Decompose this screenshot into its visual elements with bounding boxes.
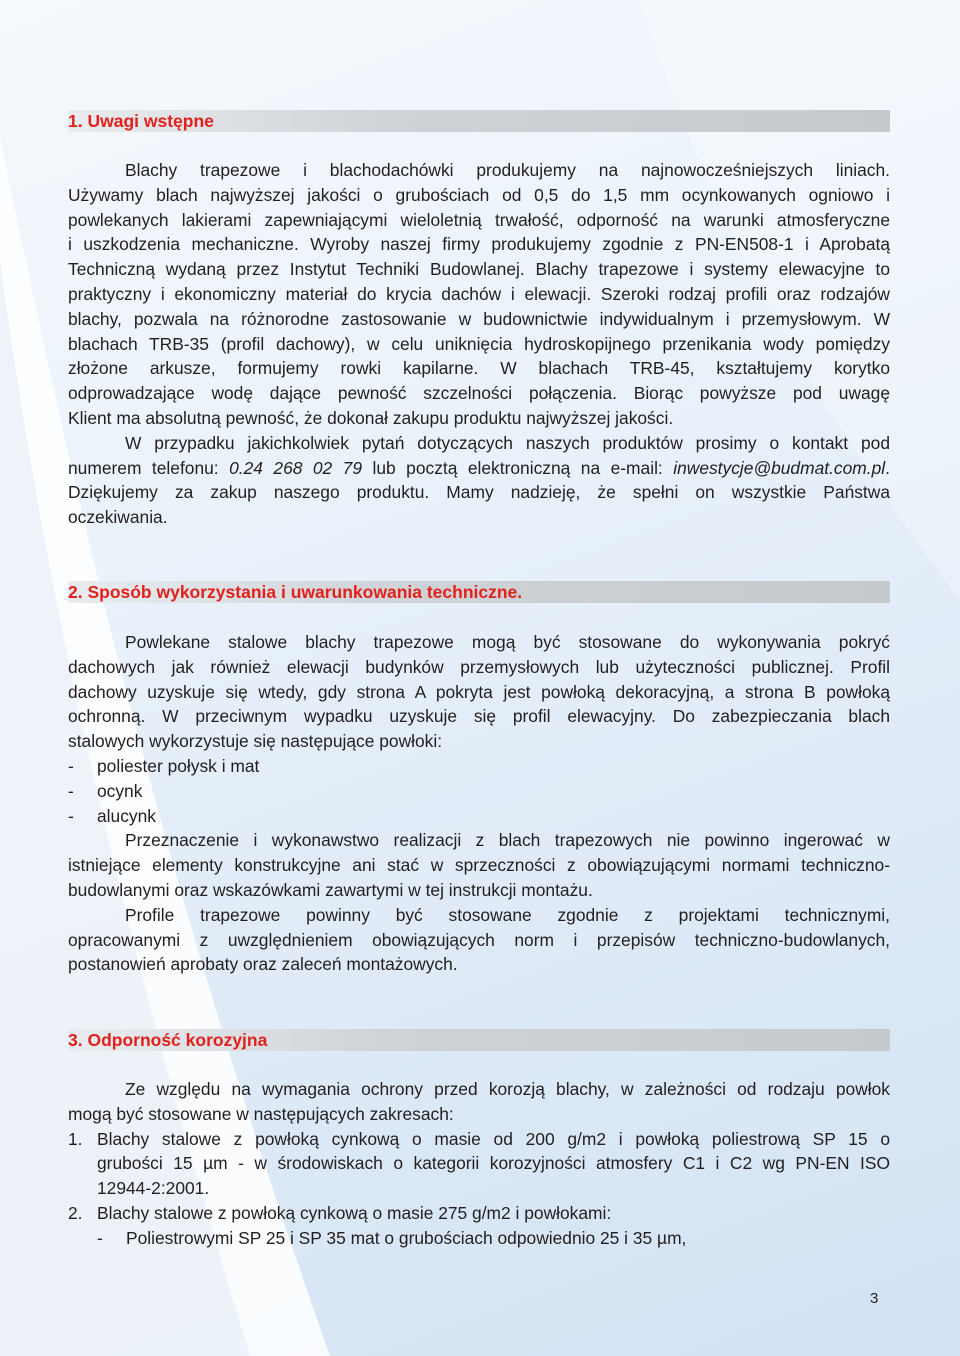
- text-line: opracowanymi z uwzględnieniem obowiązujących norm i przepisów techniczno-budowlanych,: [68, 929, 890, 950]
- item-number: 1.: [68, 1128, 83, 1149]
- text-line: dachowych jak również elewacji budynków przemysłowych lub użyteczności publicznej. Profil: [68, 656, 890, 677]
- numbered-item-text: [97, 1127, 890, 1201]
- text-line: Używamy blach najwyższej jakości o grubościach od 0,5 do 1,5 mm ocynkowanych ogniowo i: [68, 184, 890, 205]
- phone-number[interactable]: 0.24 268 02 79: [229, 457, 363, 478]
- bullet-dash: -: [68, 805, 74, 826]
- bullet-dash: -: [68, 780, 74, 801]
- section-2-title: 2. Sposób wykorzystania i uwarunkowania techniczne.: [68, 582, 523, 602]
- text-line: grubości 15 µm - w środowiskach o kategorii korozyjności atmosfery C1 i C2 wg PN-EN ISO: [97, 1153, 890, 1174]
- text-line: mogą być stosowane w następujących zakresach:: [68, 1103, 454, 1124]
- text-line: W przypadku jakichkolwiek pytań dotyczących naszych produktów prosimy o kontakt pod: [125, 432, 890, 453]
- text-line: Profile trapezowe powinny być stosowane zgodnie z projektami technicznymi,: [125, 904, 890, 925]
- text-line: Przeznaczenie i wykonawstwo realizacji z blach trapezowych nie powinno ingerować w: [125, 830, 890, 851]
- list-item: [68, 754, 890, 779]
- text-line: Techniczną wydaną przez Instytut Techniki Budowlanej. Blachy trapezowe i systemy elewacyjne to: [68, 259, 890, 280]
- item-number: 2.: [68, 1202, 83, 1223]
- numbered-item: [68, 1201, 890, 1226]
- text-line: Ze względu na wymagania ochrony przed korozją blachy, w zależności od rodzaju powłok: [125, 1079, 890, 1099]
- text-line: złożone arkusze, formujemy rowki kapilarne. W blachach TRB-45, kształtujemy korytko: [68, 358, 890, 379]
- sub-list-item-text: Poliestrowymi SP 25 i SP 35 mat o grubościach odpowiednio 25 i 35 µm,: [126, 1227, 687, 1248]
- bullet-dash: -: [68, 755, 74, 776]
- text-line: postanowień aprobaty oraz zaleceń montażowych.: [68, 954, 458, 975]
- text-line: oczekiwania.: [68, 507, 168, 528]
- text-line: blachy, pozwala na różnorodne zastosowanie w budownictwie indywidualnym i przemysłowym. W: [68, 308, 890, 329]
- list-item-text: alucynk: [97, 805, 156, 826]
- list-item-text: poliester połysk i mat: [97, 755, 260, 776]
- text-line: Dziękujemy za zakup naszego produktu. Mamy nadzieję, że spełni on wszystkie Państwa: [68, 482, 890, 503]
- text-line: Powlekane stalowe blachy trapezowe mogą być stosowane do wykonywania pokryć: [125, 632, 890, 652]
- bullet-dash: -: [97, 1227, 103, 1248]
- text-line: praktyczny i ekonomiczny materiał do krycia dachów i elewacji. Szeroki rodzaj profili oraz rodzajów: [68, 283, 890, 304]
- text-line: budowlanymi oraz wskazówkami zawartymi w tej instrukcji montażu.: [68, 879, 593, 900]
- text-line: blachach TRB-35 (profil dachowy), w celu uniknięcia hydroskopijnego przenikania wody pomiędzy: [68, 333, 890, 354]
- list-item: [68, 779, 890, 804]
- text-line: Blachy trapezowe i blachodachówki produkujemy na najnowocześniejszych liniach.: [125, 160, 890, 180]
- text-line: ochronną. W przeciwnym wypadku uzyskuje się profil elewacyjny. Do zabezpieczania blach: [68, 706, 890, 727]
- text-line: stalowych wykorzystuje się następujące powłoki:: [68, 731, 443, 752]
- text-line: Blachy stalowe z powłoką cynkową o masie od 200 g/m2 i powłoką poliestrową SP 15 o: [97, 1128, 890, 1149]
- text-line: i uszkodzenia mechaniczne. Wyroby naszej firmy produkujemy zgodnie z PN-EN508-1 i Aprobatą: [68, 234, 890, 255]
- text-fragment: numerem telefonu:: [68, 457, 230, 478]
- numbered-item: [68, 1127, 890, 1201]
- text-fragment: lub pocztą elektroniczną na e-mail:: [362, 457, 674, 478]
- text-line: Klient ma absolutną pewność, że dokonał zakupu produktu najwyższej jakości.: [68, 407, 674, 428]
- section-3-title: 3. Odporność korozyjna: [68, 1030, 268, 1050]
- text-line: Blachy stalowe z powłoką cynkową o masie 275 g/m2 i powłokami:: [97, 1202, 612, 1223]
- text-line: powlekanych lakierami zapewniającymi wieloletnią trwałość, odporność na warunki atmosferyczne: [68, 209, 890, 230]
- list-item: [68, 804, 890, 829]
- page-number: 3: [870, 1290, 879, 1307]
- text-fragment: .: [885, 457, 890, 478]
- text-line: dachowy uzyskuje się wtedy, gdy strona A pokryta jest powłoką dekoracyjną, a strona B powłoką: [68, 681, 890, 702]
- section-3-body: [68, 1077, 890, 1251]
- section-1-title: 1. Uwagi wstępne: [68, 111, 214, 131]
- numbered-item-text: [97, 1201, 890, 1226]
- contact-line: [68, 456, 890, 481]
- text-line: odprowadzające wodę dające pewność szczelności połączenia. Biorąc powyższe pod uwagę: [68, 383, 890, 404]
- list-item-text: ocynk: [97, 780, 143, 801]
- section-2-body: [68, 630, 890, 977]
- sub-list-item: [68, 1226, 890, 1251]
- text-line: 12944-2:2001.: [97, 1178, 210, 1199]
- text-line: istniejące elementy konstrukcyjne ani stać w sprzeczności z obowiązującymi normami techniczno-: [68, 855, 890, 876]
- email-link[interactable]: inwestycje@budmat.com.pl: [673, 457, 886, 478]
- section-1-body: [68, 158, 890, 530]
